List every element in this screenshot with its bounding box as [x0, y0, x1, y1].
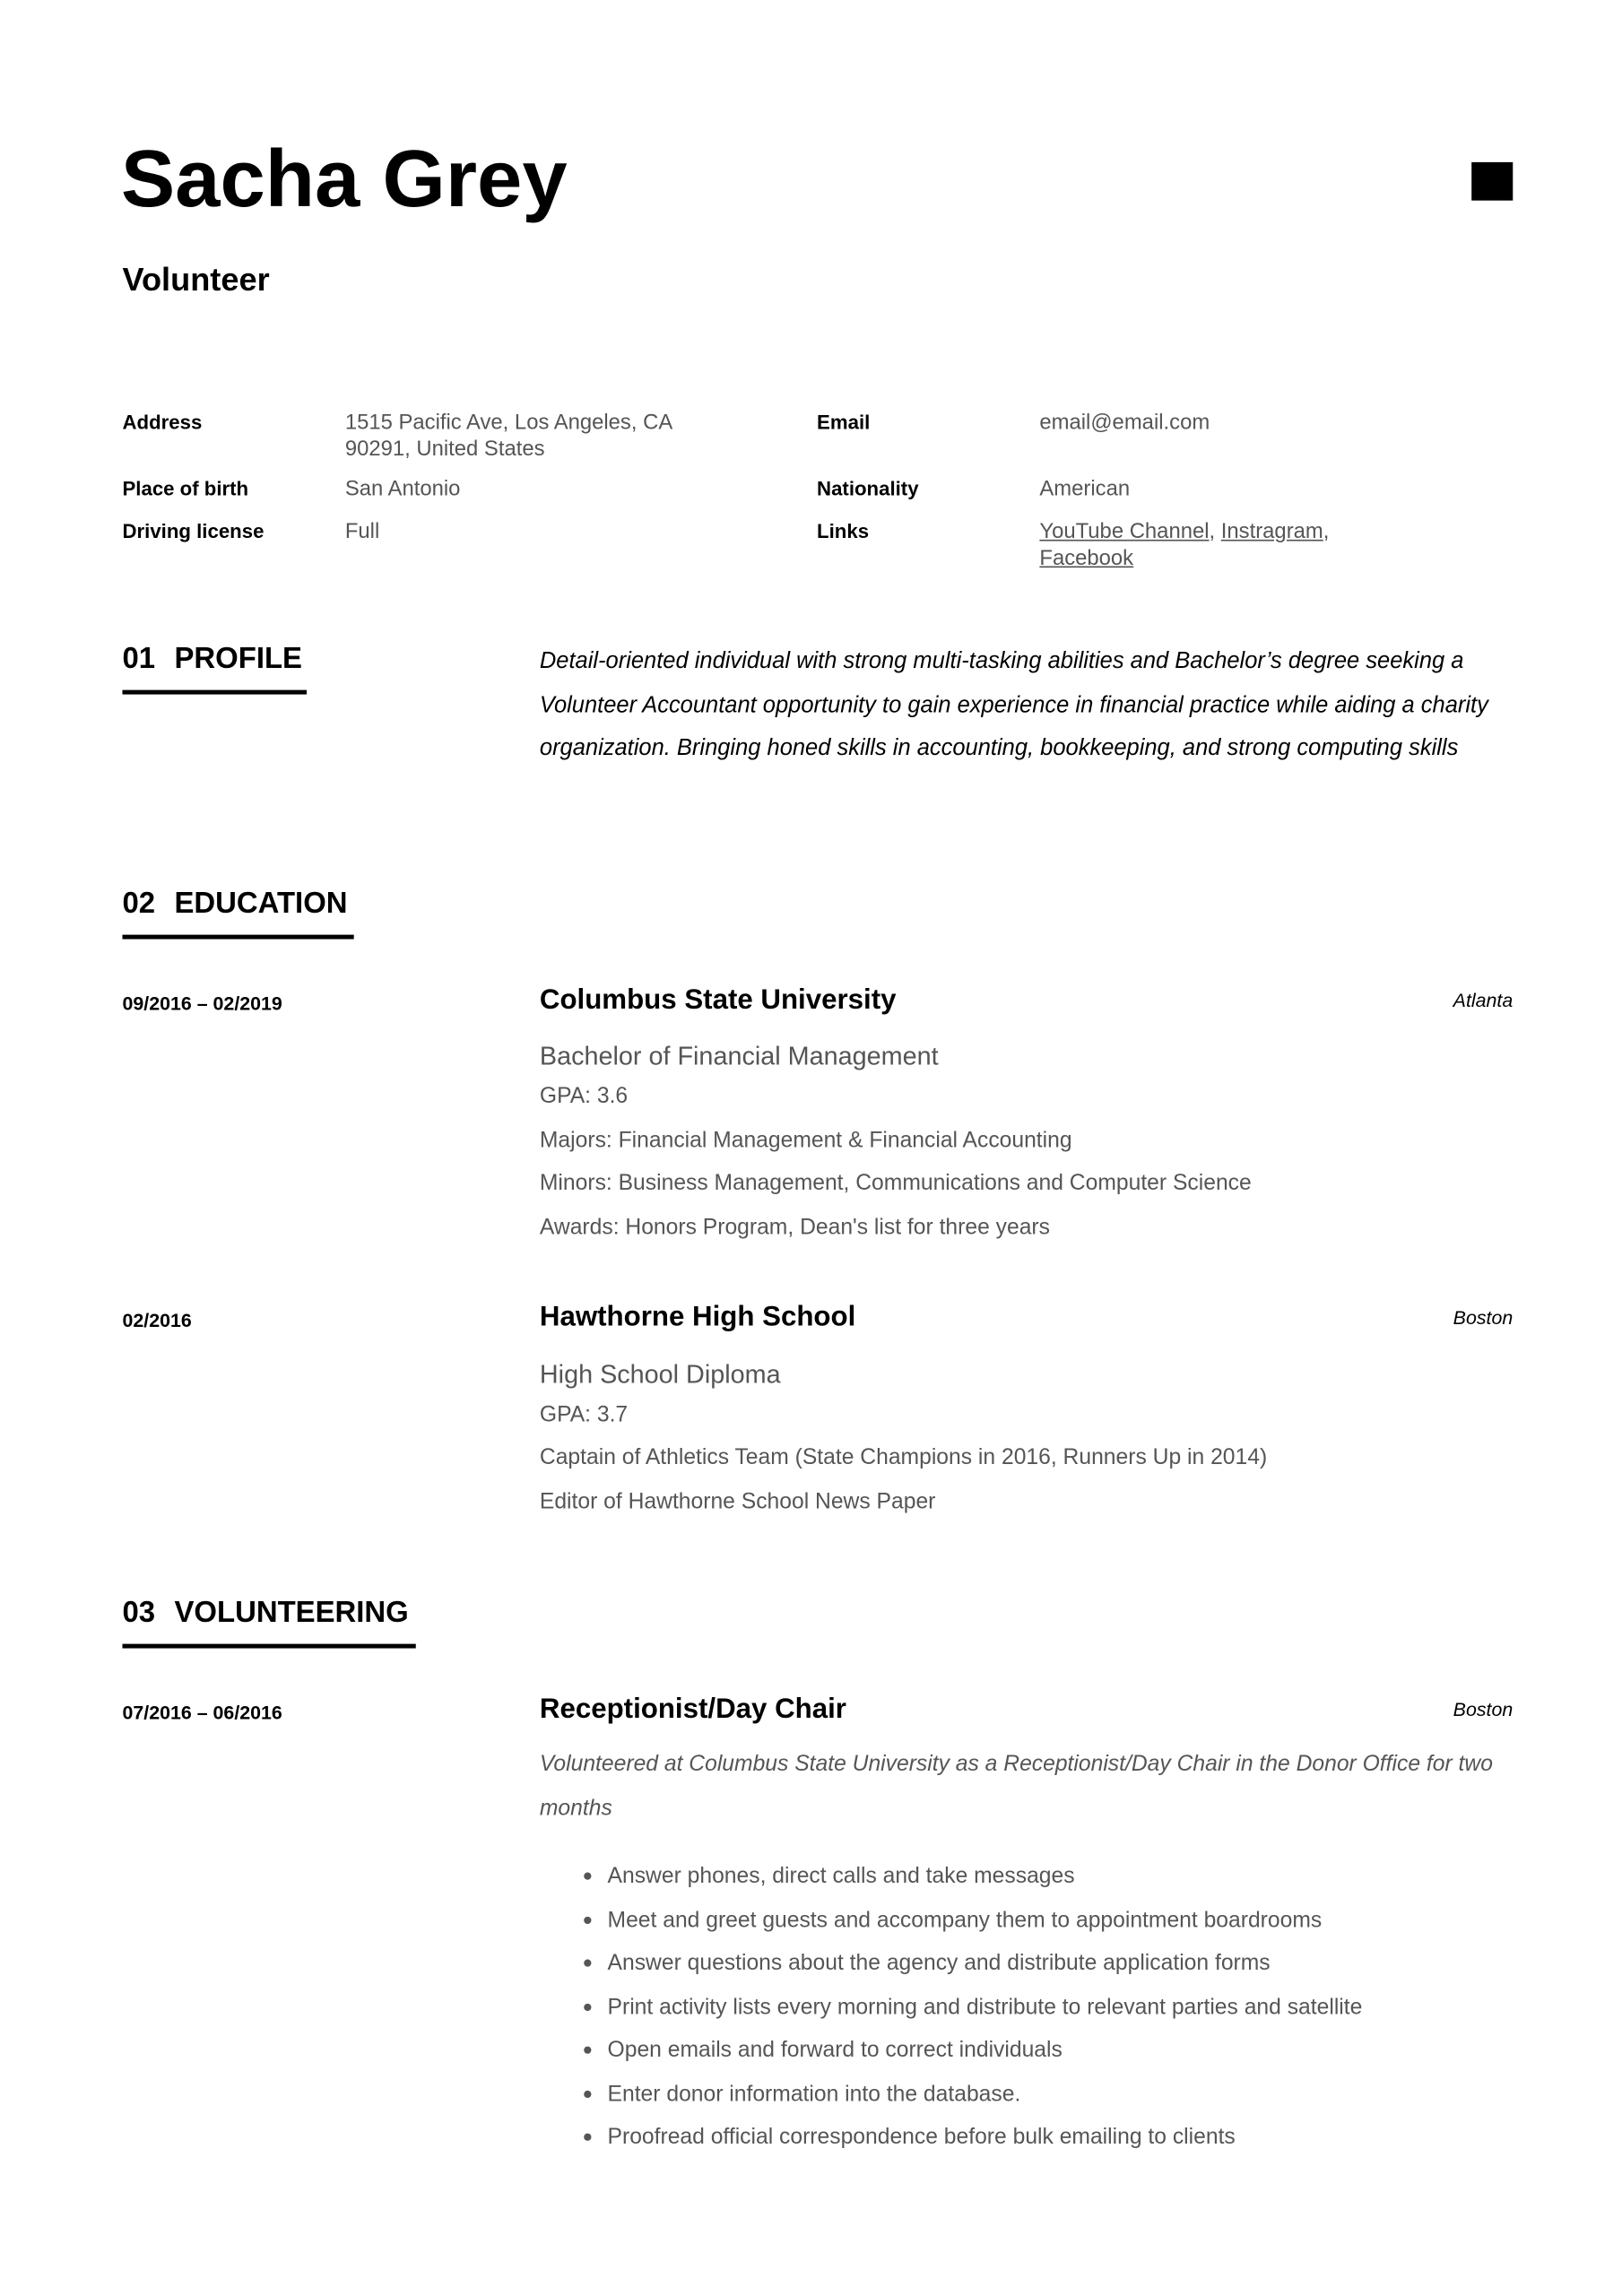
education-detail: Minors: Business Management, Communications and Computer Science	[539, 1170, 1252, 1196]
bullet-icon	[584, 2003, 591, 2010]
section-heading-volunteering	[122, 1595, 408, 1630]
links-row: YouTube Channel, Instragram,	[1039, 520, 1330, 544]
section-underline	[122, 690, 307, 695]
education-degree: High School Diploma	[539, 1359, 781, 1390]
list-item	[584, 2116, 1362, 2160]
volunteer-dates: 07/2016 – 06/2016	[122, 1701, 282, 1724]
license-value: Full	[344, 520, 380, 544]
section-number: 01	[122, 643, 156, 676]
section-title: VOLUNTEERING	[174, 1596, 409, 1630]
volunteer-description: Volunteered at Columbus State University as a Receptionist/Day Chair in the Donor Office for two months	[539, 1751, 1493, 1821]
duty-text: Meet and greet guests and accompany them to appointment boardrooms	[607, 1907, 1323, 1933]
birth-value: San Antonio	[344, 477, 461, 502]
list-item	[584, 1985, 1362, 2029]
section-title: PROFILE	[174, 643, 302, 676]
email-value: email@email.com	[1039, 411, 1210, 436]
education-detail: GPA: 3.6	[539, 1083, 629, 1109]
license-label: Driving license	[122, 520, 265, 543]
section-underline	[122, 935, 353, 940]
volunteer-location: Boston	[1453, 1698, 1514, 1721]
link-facebook[interactable]: Facebook	[1039, 547, 1134, 571]
link-youtube[interactable]: YouTube Channel	[1039, 520, 1210, 544]
nationality-value: American	[1039, 477, 1131, 502]
job-title: Volunteer	[122, 261, 270, 299]
volunteer-role: Receptionist/Day Chair	[539, 1694, 846, 1726]
duty-text: Open emails and forward to correct individuals	[607, 2037, 1063, 2063]
bullet-icon	[584, 2047, 591, 2054]
bullet-icon	[584, 1960, 591, 1967]
list-item	[584, 2029, 1362, 2073]
section-number: 03	[122, 1596, 156, 1630]
email-label: Email	[817, 411, 871, 434]
duty-text: Answer phones, direct calls and take messages	[607, 1863, 1075, 1889]
section-title: EDUCATION	[174, 887, 348, 921]
volunteer-duties-list	[584, 1855, 1362, 2160]
education-detail: GPA: 3.7	[539, 1401, 629, 1427]
address-line-1: 1515 Pacific Ave, Los Angeles, CA	[344, 411, 673, 436]
duty-text: Print activity lists every morning and distribute to relevant parties and satellite	[607, 1994, 1363, 2020]
bullet-icon	[584, 1873, 591, 1880]
education-location: Atlanta	[1453, 989, 1514, 1012]
nationality-label: Nationality	[817, 477, 919, 500]
birth-label: Place of birth	[122, 477, 249, 500]
links-label: Links	[817, 520, 870, 543]
list-item	[584, 1942, 1362, 1986]
bullet-icon	[584, 2090, 591, 2097]
education-detail: Captain of Athletics Team (State Champions in 2016, Runners Up in 2014)	[539, 1444, 1268, 1470]
duty-text: Enter donor information into the database.	[607, 2081, 1021, 2107]
education-dates: 02/2016	[122, 1309, 192, 1331]
bullet-icon	[584, 2134, 591, 2141]
education-detail: Majors: Financial Management & Financial Accounting	[539, 1128, 1072, 1153]
education-location: Boston	[1453, 1306, 1514, 1329]
candidate-name: Sacha Grey	[120, 133, 568, 224]
decorative-square-icon	[1471, 162, 1513, 201]
address-line-2: 90291, United States	[344, 438, 545, 462]
education-degree: Bachelor of Financial Management	[539, 1041, 939, 1070]
education-detail: Awards: Honors Program, Dean's list for three years	[539, 1215, 1050, 1241]
education-dates: 09/2016 – 02/2019	[122, 992, 282, 1015]
section-number: 02	[122, 887, 156, 921]
links-row-2	[1039, 545, 1133, 572]
list-item	[584, 1855, 1362, 1899]
section-heading-profile	[122, 641, 302, 676]
education-detail: Editor of Hawthorne School News Paper	[539, 1488, 936, 1514]
section-underline	[122, 1644, 415, 1649]
section-heading-education	[122, 886, 347, 921]
list-item	[584, 1898, 1362, 1942]
education-school: Hawthorne High School	[539, 1302, 856, 1333]
address-label: Address	[122, 411, 203, 434]
duty-text: Answer questions about the agency and distribute application forms	[607, 1950, 1271, 1976]
duty-text: Proofread official correspondence before bulk emailing to clients	[607, 2124, 1236, 2150]
bullet-icon	[584, 1916, 591, 1923]
link-instagram[interactable]: Instragram	[1220, 520, 1323, 544]
profile-text: Detail-oriented individual with strong multi-tasking abilities and Bachelor’s degree seeking a Volunteer Accountant opportunity to gain experience in financial practice while aiding a charity organization. Bringing honed skills in accounting, bookkeeping, and strong computing skills	[539, 648, 1488, 761]
education-school: Columbus State University	[539, 984, 897, 1017]
list-item	[584, 2072, 1362, 2116]
